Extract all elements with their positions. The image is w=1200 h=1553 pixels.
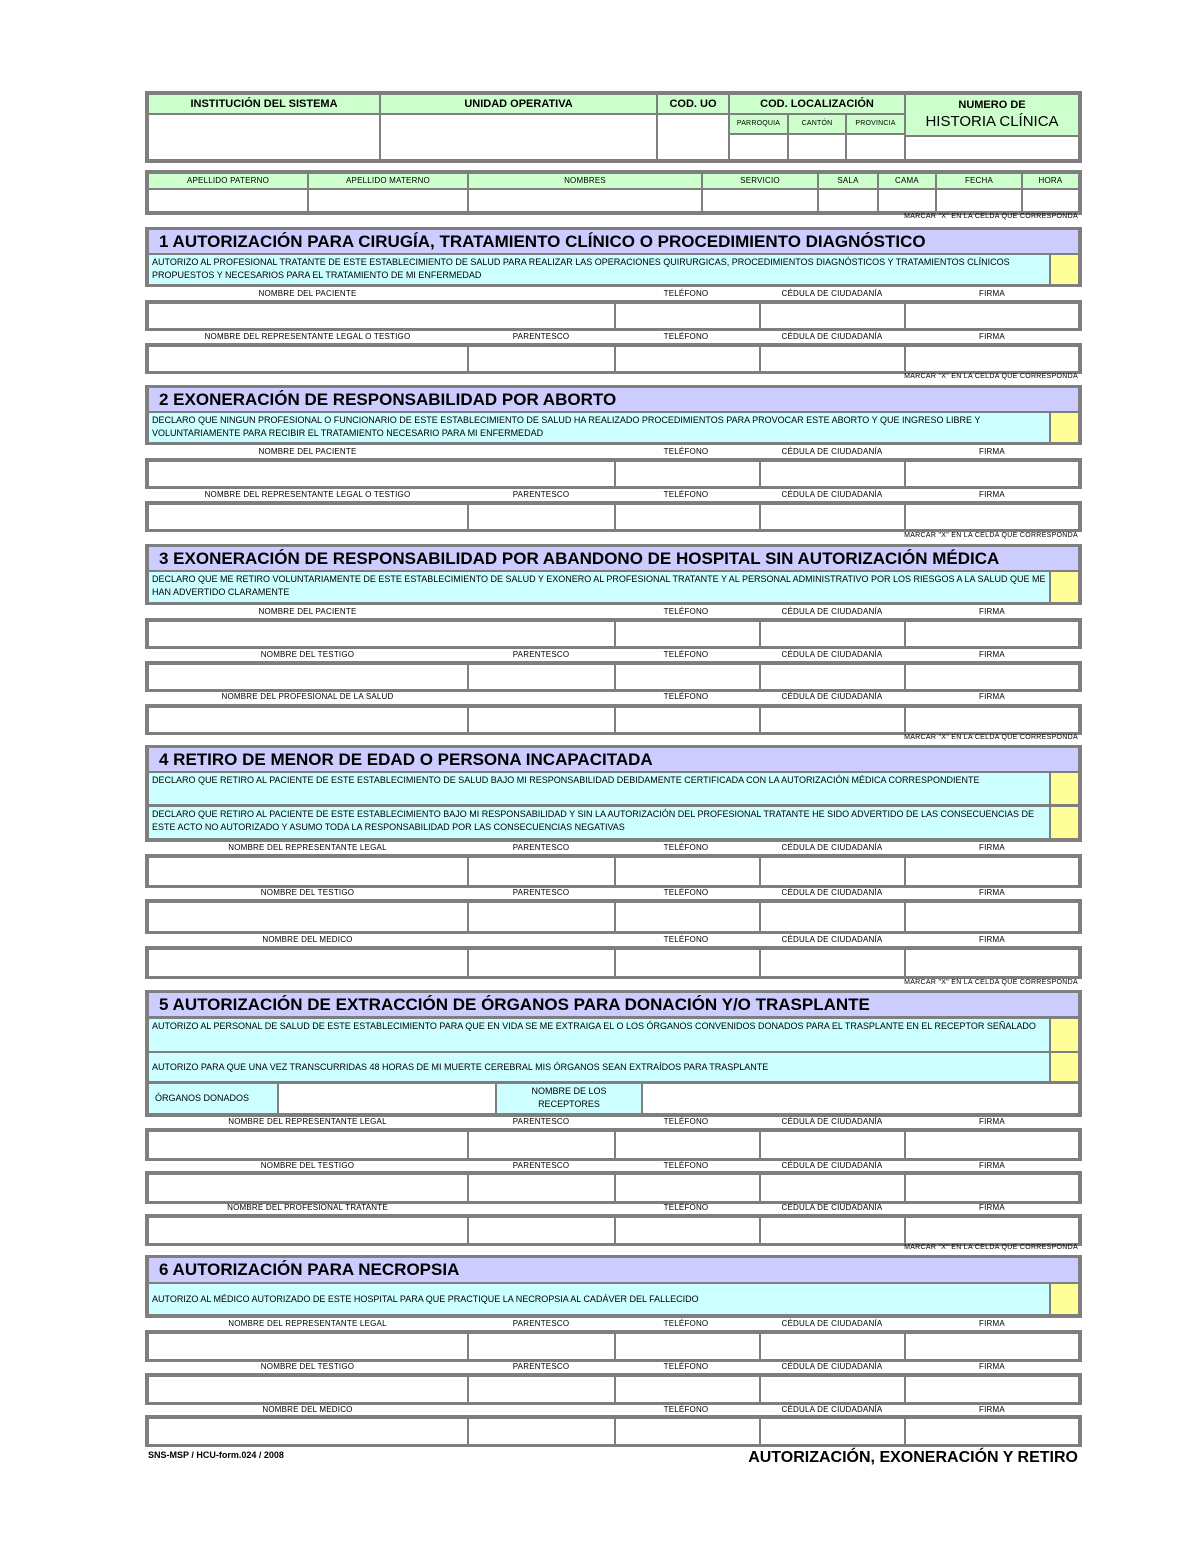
s4-firma2-label: FIRMA	[979, 888, 1005, 897]
s4-firma-input[interactable]	[906, 858, 1078, 885]
s1-cedula2-label: CÉDULA DE CIUDADANÍA	[781, 332, 883, 341]
marcar-note: MARCAR "X" EN LA CELDA QUE CORRESPONDA	[904, 979, 1078, 986]
apellido-paterno-input[interactable]	[149, 190, 307, 211]
s4-telefono-input[interactable]	[616, 858, 759, 885]
s5-cedula-input[interactable]	[761, 1132, 904, 1158]
s5-telefono-label: TELÉFONO	[663, 1117, 709, 1126]
s6-telefono2-input[interactable]	[616, 1377, 759, 1402]
s2-telefono-input[interactable]	[616, 462, 759, 486]
s5-cedula3-label: CÉDULA DE CIUDADANÍA	[781, 1203, 883, 1212]
s5-telefono3-input[interactable]	[616, 1218, 759, 1243]
s6-telefono3-label: TELÉFONO	[663, 1405, 709, 1414]
form-code: SNS-MSP / HCU-form.024 / 2008	[148, 1450, 284, 1460]
s4-blank-input[interactable]	[469, 950, 614, 976]
marcar-note: MARCAR "X" EN LA CELDA QUE CORRESPONDA	[904, 373, 1078, 380]
s6-cedula2-input[interactable]	[761, 1377, 904, 1402]
s5-firma-input[interactable]	[906, 1132, 1078, 1158]
s2-parentesco-label: PARENTESCO	[512, 490, 570, 499]
parroquia-input[interactable]	[730, 135, 787, 159]
hora-input[interactable]	[1023, 190, 1078, 211]
s5-testigo-input[interactable]	[149, 1175, 467, 1201]
s6-telefono-label: TELÉFONO	[663, 1319, 709, 1328]
s4-parentesco-label: PARENTESCO	[512, 843, 570, 852]
section-1-checkbox[interactable]	[1051, 255, 1078, 284]
s4-telefono3-input[interactable]	[616, 950, 759, 976]
s4-telefono2-input[interactable]	[616, 903, 759, 931]
s1-telefono-input[interactable]	[616, 304, 759, 328]
section-5-title: 5 AUTORIZACIÓN DE EXTRACCIÓN DE ÓRGANOS PARA DONACIÓN Y/O TRASPLANTE	[149, 993, 1078, 1016]
section-2-statement: DECLARO QUE NINGUN PROFESIONAL O FUNCIONARIO DE ESTE ESTABLECIMIENTO DE SALUD HA REALIZADO PROCEDIMIENTOS PARA PROVOCAR ESTE ABORTO Y QUE INGRESO LIBRE Y VOLUNTARIAMENTE PARA RECIBIR EL TRATAMIENTO NECESARIO PARA MI ENFERMEDAD	[149, 413, 1049, 442]
s5-row-1	[145, 1128, 1082, 1161]
s3-firma3-input[interactable]	[906, 708, 1078, 732]
s6-parentesco-label: PARENTESCO	[512, 1319, 570, 1328]
canton-input[interactable]	[789, 135, 845, 159]
marcar-note: MARCAR "X" EN LA CELDA QUE CORRESPONDA	[904, 1244, 1078, 1251]
s3-firma2-label: FIRMA	[979, 650, 1005, 659]
section-4-checkbox-2[interactable]	[1051, 807, 1078, 838]
s5-firma3-label: FIRMA	[979, 1203, 1005, 1212]
provincia-label: PROVINCIA	[847, 115, 904, 133]
section-3	[145, 544, 1082, 605]
unidad-input[interactable]	[381, 115, 656, 159]
s2-cedula-label: CÉDULA DE CIUDADANÍA	[781, 447, 883, 456]
s1-rep-legal-label: NOMBRE DEL REPRESENTANTE LEGAL O TESTIGO	[204, 332, 411, 341]
s6-parentesco2-input[interactable]	[469, 1377, 614, 1402]
s4-cedula3-input[interactable]	[761, 950, 904, 976]
s3-firma-label: FIRMA	[979, 607, 1005, 616]
s2-row-2	[145, 501, 1082, 532]
s6-parentesco2-label: PARENTESCO	[512, 1362, 570, 1371]
s1-firma2-label: FIRMA	[979, 332, 1005, 341]
s3-nombre-paciente-label: NOMBRE DEL PACIENTE	[258, 607, 357, 616]
s3-row-1	[145, 618, 1082, 649]
s6-telefono2-label: TELÉFONO	[663, 1362, 709, 1371]
s2-telefono-label: TELÉFONO	[663, 447, 709, 456]
nombre-receptores-input[interactable]	[643, 1084, 1078, 1113]
s3-telefono3-input[interactable]	[616, 708, 759, 732]
historia-clinica-label: HISTORIA CLÍNICA	[925, 113, 1059, 130]
s2-nombre-paciente-label: NOMBRE DEL PACIENTE	[258, 447, 357, 456]
s6-blank-input[interactable]	[469, 1419, 614, 1444]
section-1	[145, 227, 1082, 287]
s4-row-3	[145, 946, 1082, 979]
s1-telefono2-label: TELÉFONO	[663, 332, 709, 341]
section-4-title: 4 RETIRO DE MENOR DE EDAD O PERSONA INCAPACITADA	[149, 748, 1078, 771]
s6-testigo-label: NOMBRE DEL TESTIGO	[260, 1362, 355, 1371]
s3-cedula2-input[interactable]	[761, 665, 904, 689]
s6-rep-legal-label: NOMBRE DEL REPRESENTANTE LEGAL	[228, 1319, 387, 1328]
provincia-input[interactable]	[847, 135, 904, 159]
s2-telefono2-label: TELÉFONO	[663, 490, 709, 499]
s5-parentesco-label: PARENTESCO	[512, 1117, 570, 1126]
s4-firma-label: FIRMA	[979, 843, 1005, 852]
cod-localizacion-label: COD. LOCALIZACIÓN	[730, 95, 904, 113]
s5-firma2-label: FIRMA	[979, 1161, 1005, 1170]
s3-cedula-label: CÉDULA DE CIUDADANÍA	[781, 607, 883, 616]
numero-de-label: NUMERO DE	[958, 99, 1026, 111]
s4-firma3-label: FIRMA	[979, 935, 1005, 944]
section-4	[145, 745, 1082, 842]
s5-rep-legal-input[interactable]	[149, 1132, 467, 1158]
section-6	[145, 1255, 1082, 1318]
s5-telefono2-label: TELÉFONO	[663, 1161, 709, 1170]
s5-profesional-label: NOMBRE DEL PROFESIONAL TRATANTE	[227, 1203, 388, 1212]
s1-row-2	[145, 343, 1082, 374]
s3-cedula3-label: CÉDULA DE CIUDADANÍA	[781, 692, 883, 701]
s2-rep-legal-input[interactable]	[149, 505, 467, 529]
s5-cedula2-input[interactable]	[761, 1175, 904, 1201]
s6-firma3-label: FIRMA	[979, 1405, 1005, 1414]
s2-cedula-input[interactable]	[761, 462, 904, 486]
s6-firma2-input[interactable]	[906, 1377, 1078, 1402]
s1-telefono2-input[interactable]	[616, 347, 759, 371]
s6-telefono-input[interactable]	[616, 1334, 759, 1359]
section-5-checkbox-2[interactable]	[1051, 1053, 1078, 1081]
s6-cedula3-label: CÉDULA DE CIUDADANÍA	[781, 1405, 883, 1414]
s5-telefono3-label: TELÉFONO	[663, 1203, 709, 1212]
s3-telefono-label: TELÉFONO	[663, 607, 709, 616]
cod-uo-label: COD. UO	[658, 95, 728, 113]
s4-testigo-input[interactable]	[149, 903, 467, 931]
s3-parentesco-label: PARENTESCO	[512, 650, 570, 659]
s1-cedula-label: CÉDULA DE CIUDADANÍA	[781, 289, 883, 298]
s2-rep-legal-label: NOMBRE DEL REPRESENTANTE LEGAL O TESTIGO	[204, 490, 411, 499]
s4-medico-label: NOMBRE DEL MEDICO	[262, 935, 353, 944]
section-2-checkbox[interactable]	[1051, 413, 1078, 442]
s3-testigo-input[interactable]	[149, 665, 467, 689]
s2-cedula2-input[interactable]	[761, 505, 904, 529]
historia-clinica-input[interactable]	[906, 137, 1078, 159]
s3-row-3	[145, 704, 1082, 735]
nombre-receptores-label: NOMBRE DE LOS RECEPTORES	[497, 1084, 641, 1113]
s6-row-3	[145, 1415, 1082, 1447]
s6-testigo-input[interactable]	[149, 1377, 467, 1402]
sala-input[interactable]	[819, 190, 877, 211]
section-4-checkbox-1[interactable]	[1051, 773, 1078, 804]
s4-telefono-label: TELÉFONO	[663, 843, 709, 852]
s1-telefono-label: TELÉFONO	[663, 289, 709, 298]
s2-cedula2-label: CÉDULA DE CIUDADANÍA	[781, 490, 883, 499]
s5-parentesco2-label: PARENTESCO	[512, 1161, 570, 1170]
patient-frame	[145, 170, 1082, 215]
s1-parentesco-label: PARENTESCO	[512, 332, 570, 341]
s5-parentesco-input[interactable]	[469, 1132, 614, 1158]
s6-row-1	[145, 1330, 1082, 1362]
marcar-note: MARCAR "X" EN LA CELDA QUE CORRESPONDA	[904, 213, 1078, 220]
s1-cedula2-input[interactable]	[761, 347, 904, 371]
s1-row-1	[145, 300, 1082, 331]
cama-label: CAMA	[879, 174, 935, 188]
institucion-label: INSTITUCIÓN DEL SISTEMA	[149, 95, 379, 113]
section-5-statement-1: AUTORIZO AL PERSONAL DE SALUD DE ESTE ESTABLECIMIENTO PARA QUE EN VIDA SE ME EXTRAIGA EL O LOS ÓRGANOS CONVENIDOS DONADOS PARA EL TRASPLANTE EN EL RECEPTOR SEÑALADO	[149, 1019, 1049, 1051]
s5-telefono2-input[interactable]	[616, 1175, 759, 1201]
nombres-label: NOMBRES	[469, 174, 701, 188]
section-6-checkbox[interactable]	[1051, 1284, 1078, 1314]
s3-firma-input[interactable]	[906, 622, 1078, 646]
s2-row-1	[145, 458, 1082, 489]
s1-nombre-paciente-label: NOMBRE DEL PACIENTE	[258, 289, 357, 298]
s1-firma-label: FIRMA	[979, 289, 1005, 298]
s3-row-2	[145, 661, 1082, 692]
apellido-paterno-label: APELLIDO PATERNO	[149, 174, 307, 188]
fecha-input[interactable]	[937, 190, 1021, 211]
s6-firma-input[interactable]	[906, 1334, 1078, 1359]
section-5-checkbox-1[interactable]	[1051, 1019, 1078, 1051]
section-6-statement: AUTORIZO AL MÉDICO AUTORIZADO DE ESTE HOSPITAL PARA QUE PRACTIQUE LA NECROPSIA AL CADÁVER DEL FALLECIDO	[149, 1284, 1049, 1314]
s6-telefono3-input[interactable]	[616, 1419, 759, 1444]
s4-rep-legal-label: NOMBRE DEL REPRESENTANTE LEGAL	[228, 843, 387, 852]
servicio-input[interactable]	[703, 190, 817, 211]
s6-medico-input[interactable]	[149, 1419, 467, 1444]
nombres-input[interactable]	[469, 190, 701, 211]
s5-profesional-input[interactable]	[149, 1218, 467, 1243]
s4-rep-legal-input[interactable]	[149, 858, 467, 885]
s4-medico-input[interactable]	[149, 950, 467, 976]
s3-telefono2-label: TELÉFONO	[663, 650, 709, 659]
section-1-title: 1 AUTORIZACIÓN PARA CIRUGÍA, TRATAMIENTO CLÍNICO O PROCEDIMIENTO DIAGNÓSTICO	[149, 230, 1078, 253]
s4-cedula2-label: CÉDULA DE CIUDADANÍA	[781, 888, 883, 897]
s1-firma2-input[interactable]	[906, 347, 1078, 371]
s1-cedula-input[interactable]	[761, 304, 904, 328]
s4-cedula3-label: CÉDULA DE CIUDADANÍA	[781, 935, 883, 944]
s4-cedula-input[interactable]	[761, 858, 904, 885]
s3-telefono3-label: TELÉFONO	[663, 692, 709, 701]
s4-testigo-label: NOMBRE DEL TESTIGO	[260, 888, 355, 897]
hora-label: HORA	[1023, 174, 1078, 188]
s6-cedula3-input[interactable]	[761, 1419, 904, 1444]
s5-firma-label: FIRMA	[979, 1117, 1005, 1126]
s5-firma3-input[interactable]	[906, 1218, 1078, 1243]
s4-telefono2-label: TELÉFONO	[663, 888, 709, 897]
s1-nombre-paciente-input[interactable]	[149, 304, 614, 328]
section-5	[145, 990, 1082, 1117]
organos-donados-label: ÓRGANOS DONADOS	[149, 1084, 277, 1113]
s2-firma-label: FIRMA	[979, 447, 1005, 456]
sala-label: SALA	[819, 174, 877, 188]
fecha-label: FECHA	[937, 174, 1021, 188]
marcar-note: MARCAR "X" EN LA CELDA QUE CORRESPONDA	[904, 734, 1078, 741]
s6-firma2-label: FIRMA	[979, 1362, 1005, 1371]
form-title: AUTORIZACIÓN, EXONERACIÓN Y RETIRO	[748, 1449, 1078, 1466]
section-6-title: 6 AUTORIZACIÓN PARA NECROPSIA	[149, 1258, 1078, 1282]
s6-cedula-input[interactable]	[761, 1334, 904, 1359]
s5-cedula-label: CÉDULA DE CIUDADANÍA	[781, 1117, 883, 1126]
s4-cedula-label: CÉDULA DE CIUDADANÍA	[781, 843, 883, 852]
section-5-statement-2: AUTORIZO PARA QUE UNA VEZ TRANSCURRIDAS 48 HORAS DE MI MUERTE CEREBRAL MIS ÓRGANOS SEAN EXTRAÍDOS PARA TRASPLANTE	[149, 1053, 1049, 1081]
s2-firma2-input[interactable]	[906, 505, 1078, 529]
institucion-input[interactable]	[149, 115, 379, 159]
organos-donados-input[interactable]	[279, 1084, 495, 1113]
s6-firma3-input[interactable]	[906, 1419, 1078, 1444]
s3-cedula3-input[interactable]	[761, 708, 904, 732]
s3-parentesco-input[interactable]	[469, 665, 614, 689]
s6-row-2	[145, 1373, 1082, 1405]
marcar-note: MARCAR "X" EN LA CELDA QUE CORRESPONDA	[904, 532, 1078, 539]
s5-telefono-input[interactable]	[616, 1132, 759, 1158]
s5-testigo-label: NOMBRE DEL TESTIGO	[260, 1161, 355, 1170]
s2-firma2-label: FIRMA	[979, 490, 1005, 499]
apellido-materno-input[interactable]	[309, 190, 467, 211]
s5-row-2	[145, 1171, 1082, 1204]
s3-telefono2-input[interactable]	[616, 665, 759, 689]
s6-firma-label: FIRMA	[979, 1319, 1005, 1328]
s1-firma-input[interactable]	[906, 304, 1078, 328]
historia-clinica-box	[906, 95, 1078, 135]
s3-profesional-label: NOMBRE DEL PROFESIONAL DE LA SALUD	[221, 692, 394, 701]
s4-cedula2-input[interactable]	[761, 903, 904, 931]
s3-cedula2-label: CÉDULA DE CIUDADANÍA	[781, 650, 883, 659]
s2-telefono2-input[interactable]	[616, 505, 759, 529]
section-3-checkbox[interactable]	[1051, 572, 1078, 602]
s1-rep-legal-input[interactable]	[149, 347, 467, 371]
section-3-title: 3 EXONERACIÓN DE RESPONSABILIDAD POR ABANDONO DE HOSPITAL SIN AUTORIZACIÓN MÉDICA	[149, 547, 1078, 570]
s3-firma3-label: FIRMA	[979, 692, 1005, 701]
canton-label: CANTÓN	[789, 115, 845, 133]
s5-rep-legal-label: NOMBRE DEL REPRESENTANTE LEGAL	[228, 1117, 387, 1126]
s5-cedula3-input[interactable]	[761, 1218, 904, 1243]
s3-testigo-label: NOMBRE DEL TESTIGO	[260, 650, 355, 659]
s5-firma2-input[interactable]	[906, 1175, 1078, 1201]
section-4-statement-2: DECLARO QUE RETIRO AL PACIENTE DE ESTE ESTABLECIMIENTO BAJO MI RESPONSABILIDAD Y SIN LA AUTORIZACIÓN DEL PROFESIONAL TRATANTE HE SIDO ADVERTIDO DE LAS CONSECUENCIAS DE ESTE ACTO NO AUTORIZADO Y ASUMO TODA LA RESPONSABILIDAD POR LAS CONSECUENCIAS NEGATIVAS	[149, 807, 1049, 838]
s2-nombre-paciente-input[interactable]	[149, 462, 614, 486]
s5-blank-input[interactable]	[469, 1218, 614, 1243]
s3-cedula-input[interactable]	[761, 622, 904, 646]
s6-medico-label: NOMBRE DEL MEDICO	[262, 1405, 353, 1414]
s5-cedula2-label: CÉDULA DE CIUDADANÍA	[781, 1161, 883, 1170]
s4-parentesco2-label: PARENTESCO	[512, 888, 570, 897]
servicio-label: SERVICIO	[703, 174, 817, 188]
s5-parentesco2-input[interactable]	[469, 1175, 614, 1201]
cod-uo-input[interactable]	[658, 115, 728, 159]
section-1-statement: AUTORIZO AL PROFESIONAL TRATANTE DE ESTE ESTABLECIMIENTO DE SALUD PARA REALIZAR LAS OPERACIONES QUIRURGICAS, PROCEDIMIENTOS DIAGNÓSTICOS Y TRATAMIENTOS CLÍNICOS PROPUESTOS Y NECESARIOS PARA EL TRATAMIENTO DE MI ENFERMEDAD	[149, 255, 1049, 284]
s3-firma2-input[interactable]	[906, 665, 1078, 689]
s4-parentesco2-input[interactable]	[469, 903, 614, 931]
s6-cedula2-label: CÉDULA DE CIUDADANÍA	[781, 1362, 883, 1371]
cama-input[interactable]	[879, 190, 935, 211]
s4-row-2	[145, 899, 1082, 934]
section-2-title: 2 EXONERACIÓN DE RESPONSABILIDAD POR ABORTO	[149, 388, 1078, 411]
s4-firma3-input[interactable]	[906, 950, 1078, 976]
s4-firma2-input[interactable]	[906, 903, 1078, 931]
s2-parentesco-input[interactable]	[469, 505, 614, 529]
header-frame	[145, 91, 1082, 163]
unidad-label: UNIDAD OPERATIVA	[381, 95, 656, 113]
s3-profesional-input[interactable]	[149, 708, 467, 732]
s6-parentesco-input[interactable]	[469, 1334, 614, 1359]
s3-blank-input[interactable]	[469, 708, 614, 732]
s6-rep-legal-input[interactable]	[149, 1334, 467, 1359]
s4-row-1	[145, 854, 1082, 888]
s6-cedula-label: CÉDULA DE CIUDADANÍA	[781, 1319, 883, 1328]
parroquia-label: PARROQUIA	[730, 115, 787, 133]
s4-telefono3-label: TELÉFONO	[663, 935, 709, 944]
section-3-statement: DECLARO QUE ME RETIRO VOLUNTARIAMENTE DE ESTE ESTABLECIMIENTO DE SALUD Y EXONERO AL PROFESIONAL TRATANTE Y AL PERSONAL ADMINISTRATIVO POR LOS RIESGOS A LA SALUD QUE ME HAN ADVERTIDO CLARAMENTE	[149, 572, 1049, 602]
s3-telefono-input[interactable]	[616, 622, 759, 646]
s4-parentesco-input[interactable]	[469, 858, 614, 885]
s3-nombre-paciente-input[interactable]	[149, 622, 614, 646]
s2-firma-input[interactable]	[906, 462, 1078, 486]
section-2	[145, 385, 1082, 445]
apellido-materno-label: APELLIDO MATERNO	[309, 174, 467, 188]
section-4-statement-1: DECLARO QUE RETIRO AL PACIENTE DE ESTE ESTABLECIMIENTO DE SALUD BAJO MI RESPONSABILIDAD DEBIDAMENTE CERTIFICADA CON LA AUTORIZACIÓN MÉDICA CORRESPONDIENTE	[149, 773, 1049, 804]
s5-row-3	[145, 1214, 1082, 1246]
s1-parentesco-input[interactable]	[469, 347, 614, 371]
